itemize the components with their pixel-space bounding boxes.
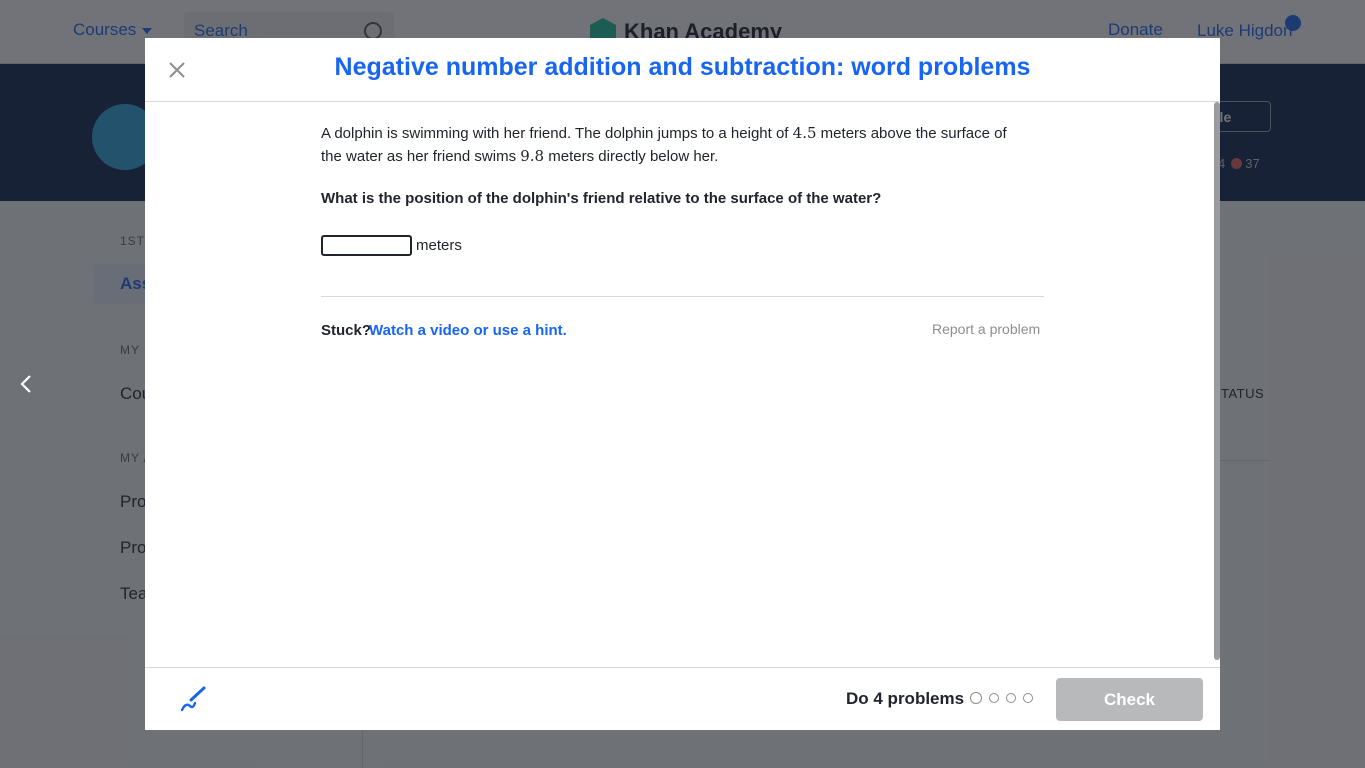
report-problem-link[interactable]: Report a problem xyxy=(932,321,1041,337)
progress-dot xyxy=(970,692,982,704)
depth-value: 9.8 xyxy=(520,147,545,165)
answer-unit: meters xyxy=(416,236,462,254)
answer-input[interactable] xyxy=(321,235,412,256)
modal-footer xyxy=(145,667,1220,730)
hint-link[interactable]: Watch a video or use a hint. xyxy=(369,322,567,339)
exercise-modal xyxy=(145,38,1220,730)
question-prompt: What is the position of the dolphin's friend relative to the surface of the water? xyxy=(321,190,882,207)
problem-text: meters directly below her. xyxy=(544,148,719,165)
divider xyxy=(321,296,1044,297)
exercise-title: Negative number addition and subtraction: word problems xyxy=(334,53,1031,81)
scratchpad-pencil-icon[interactable] xyxy=(178,684,208,714)
check-button[interactable]: Check xyxy=(1056,678,1203,721)
progress-dots xyxy=(970,693,1040,704)
progress-dot xyxy=(989,693,999,703)
answer-row xyxy=(321,234,462,256)
progress-dot xyxy=(1023,693,1033,703)
chevron-left-icon[interactable] xyxy=(18,374,36,394)
problem-text: meters above the surface of the water as her friend swims xyxy=(321,125,1007,165)
problem-statement xyxy=(321,122,1021,168)
problem-count-label: Do 4 problems xyxy=(846,689,965,708)
modal-header xyxy=(145,38,1220,102)
problem-text: A dolphin is swimming with her friend. The dolphin jumps to a height of xyxy=(321,125,793,142)
progress-dot xyxy=(1006,693,1016,703)
stuck-label: Stuck? xyxy=(321,322,372,339)
scrollbar[interactable] xyxy=(1214,102,1220,660)
height-value: 4.5 xyxy=(792,124,817,142)
